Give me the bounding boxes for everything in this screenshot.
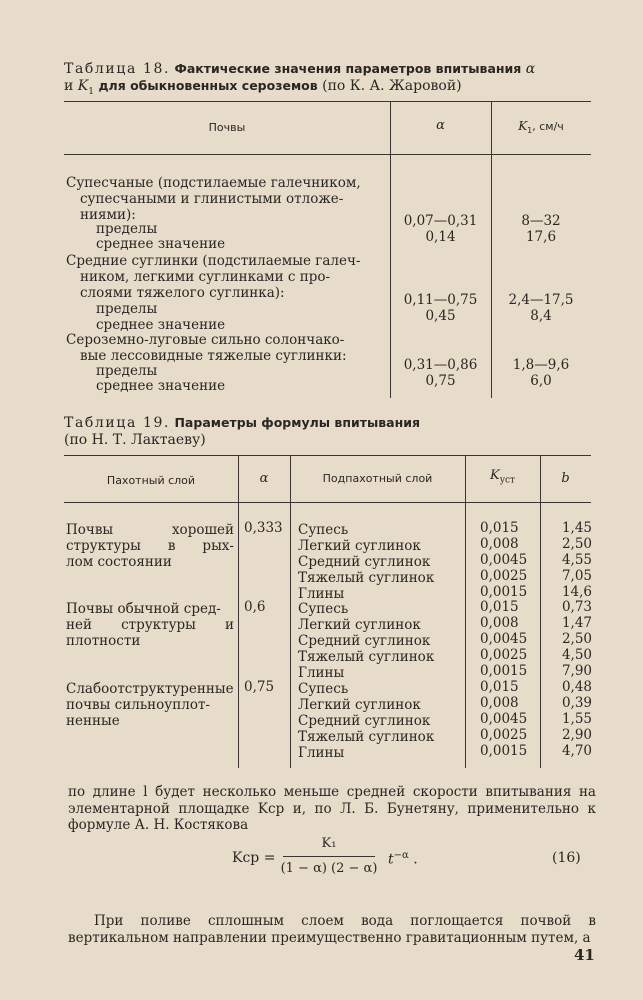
t19-g2-r2-sub: Легкий суглинок [298,617,421,633]
paragraph-2: При поливе сплошным слоем вода поглощается почвой в вертикальном направлении преимущественно гравитационным путем, а [68,913,596,946]
t18-g1-name-line3: ниями): [80,207,136,223]
table19-caption-line1: Таблица 19. Параметры формулы впитывания [64,415,421,431]
t19-g3-r3-b: 1,55 [561,711,592,727]
t18-g1-mean-label: среднее значение [96,236,226,252]
table18-header-rule [64,154,591,155]
t19-g3-r1-b: 0,48 [561,679,592,695]
table18-divider-2 [491,101,492,398]
formula-fraction-bar [283,856,375,857]
t19-g3-r3-k: 0,0045 [480,711,528,727]
formula-number: (16) [552,850,581,866]
t18-g2-name-line3: слоями тяжелого суглинка): [80,285,285,301]
table19-divider-3 [465,455,466,768]
formula-lhs: Kср = [232,850,276,866]
t19-g3-r5-b: 4,70 [561,743,592,759]
t18-g3-limits-label: пределы [96,363,158,379]
t19-g1-top-line2: структуры в рых- [66,538,234,554]
t18-g2-limits-label: пределы [96,301,158,317]
t19-g2-r1-b: 0,73 [561,599,592,615]
formula-denominator: (1 − α) (2 − α) [280,861,378,876]
t18-g2-k1-mean: 8,4 [530,308,552,324]
t19-g3-r5-sub: Глины [298,745,345,761]
t18-g3-name-line1: Сероземно-луговые сильно солончако- [66,332,345,348]
t19-g1-r4-k: 0,0025 [480,568,528,584]
t19-g2-top-line2: ней структуры и [66,617,234,633]
table19-caption-line2: (по Н. Т. Лактаеву) [64,432,206,448]
table19-header-alpha: α [259,471,269,486]
t18-g3-k1-limits: 1,8—9,6 [512,357,570,373]
t19-g3-r4-sub: Тяжелый суглинок [298,729,435,745]
t19-g2-r4-sub: Тяжелый суглинок [298,649,435,665]
table18-header-k1: $K_1$, см/ч [518,119,564,136]
t18-g2-alpha-limits: 0,11—0,75 [403,292,478,308]
t18-g2-name-line2: ником, легкими суглинками с про- [80,269,331,285]
t19-g2-r5-sub: Глины [298,665,345,681]
table18-caption-line1: Таблица 18. Фактические значения параметров впитывания α [64,61,536,77]
t18-g3-alpha-mean: 0,75 [425,373,456,389]
t19-g2-r3-k: 0,0045 [480,631,528,647]
t19-g1-r2-b: 2,50 [561,536,592,552]
table19-header-b: b [561,471,570,486]
t19-g3-r2-b: 0,39 [561,695,592,711]
t19-g1-alpha: 0,333 [244,520,283,536]
t18-g2-name-line1: Средние суглинки (подстилаемые галеч- [66,253,361,269]
t19-g3-r1-sub: Супесь [298,681,349,697]
table19-header-rule [64,502,591,503]
t19-g1-top-line3: лом состоянии [66,554,172,570]
t19-g1-r2-k: 0,008 [480,536,519,552]
t19-g3-r4-b: 2,90 [561,727,592,743]
t19-g1-r2-sub: Легкий суглинок [298,538,421,554]
t19-g1-r5-k: 0,0015 [480,584,528,600]
t19-g2-r1-k: 0,015 [480,599,519,615]
paragraph-1: по длине l будет несколько меньше средней скорости впитывания на элементарной площадке Kср и, по Л. Б. Бунетяну, применительно к формуле А. Н. Костякова [68,784,596,833]
t18-g3-name-line2: вые лессовидные тяжелые суглинки: [80,348,347,364]
t19-g3-r5-k: 0,0015 [480,743,528,759]
t19-g1-r5-sub: Глины [298,586,345,602]
t19-g2-r3-b: 2,50 [561,631,592,647]
t19-g3-r2-sub: Легкий суглинок [298,697,421,713]
t19-g3-top-line1: Слабоотструктуренные [66,681,234,697]
t19-g2-r2-k: 0,008 [480,615,519,631]
t18-g3-k1-mean: 6,0 [530,373,552,389]
t19-g1-r5-b: 14,6 [561,584,592,600]
t19-g1-r3-b: 4,55 [561,552,592,568]
t19-g2-r5-k: 0,0015 [480,663,528,679]
t18-g2-alpha-mean: 0,45 [425,308,456,324]
t19-g2-r1-sub: Супесь [298,601,349,617]
t19-g3-r3-sub: Средний суглинок [298,713,431,729]
t19-g3-top-line3: ненные [66,713,120,729]
t19-g3-r4-k: 0,0025 [480,727,528,743]
t18-g1-name-line1: Супесчаные (подстилаемые галечником, [66,175,361,191]
table19-header-sub: Подпахотный слой [322,472,433,485]
t19-g2-r2-b: 1,47 [561,615,592,631]
t18-g2-mean-label: среднее значение [96,317,226,333]
formula-t: $t^{-\alpha}$ . [388,850,418,868]
table19-divider-2 [290,455,291,768]
t19-g2-r4-k: 0,0025 [480,647,528,663]
table18-header-soils: Почвы [208,121,246,134]
t19-g1-r3-sub: Средний суглинок [298,554,431,570]
t19-g3-top-line2: почвы сильноуплот- [66,697,210,713]
formula-numerator: K₁ [321,836,337,851]
t18-g1-alpha-mean: 0,14 [425,229,456,245]
table19-header-kust: $K_{уст}$ [489,468,516,486]
t18-g3-alpha-limits: 0,31—0,86 [403,357,478,373]
t19-g2-r5-b: 7,90 [561,663,592,679]
t18-g2-k1-limits: 2,4—17,5 [508,292,574,308]
t18-g1-alpha-limits: 0,07—0,31 [403,213,478,229]
page-number: 41 [574,946,595,964]
t19-g1-top-line1: Почвы хорошей [66,522,234,538]
t19-g3-alpha: 0,75 [244,679,275,695]
table19-top-rule [64,455,591,456]
t18-g1-limits-label: пределы [96,221,158,237]
table18-divider-1 [390,101,391,398]
table19-divider-1 [238,455,239,768]
t19-g1-r1-sub: Супесь [298,522,349,538]
t18-g1-k1-mean: 17,6 [525,229,557,245]
table19-header-top: Пахотный слой [106,474,196,487]
t19-g3-r2-k: 0,008 [480,695,519,711]
table18-top-rule [64,101,591,102]
t19-g1-r3-k: 0,0045 [480,552,528,568]
t19-g1-r1-b: 1,45 [561,520,592,536]
t18-g1-name-line2: супесчаными и глинистыми отложе- [80,191,344,207]
t18-g1-k1-limits: 8—32 [521,213,561,229]
table18-caption-line2: и $K_1$ для обыкновенных сероземов (по К. А. Жаровой) [64,78,462,97]
t19-g2-r4-b: 4,50 [561,647,592,663]
t19-g2-alpha: 0,6 [244,599,266,615]
t19-g3-r1-k: 0,015 [480,679,519,695]
t18-g3-mean-label: среднее значение [96,378,226,394]
table18-header-alpha: α [436,118,445,133]
t19-g2-r3-sub: Средний суглинок [298,633,431,649]
t19-g1-r4-sub: Тяжелый суглинок [298,570,435,586]
t19-g1-r1-k: 0,015 [480,520,519,536]
t19-g2-top-line3: плотности [66,633,141,649]
t19-g1-r4-b: 7,05 [561,568,592,584]
t19-g2-top-line1: Почвы обычной сред- [66,601,221,617]
